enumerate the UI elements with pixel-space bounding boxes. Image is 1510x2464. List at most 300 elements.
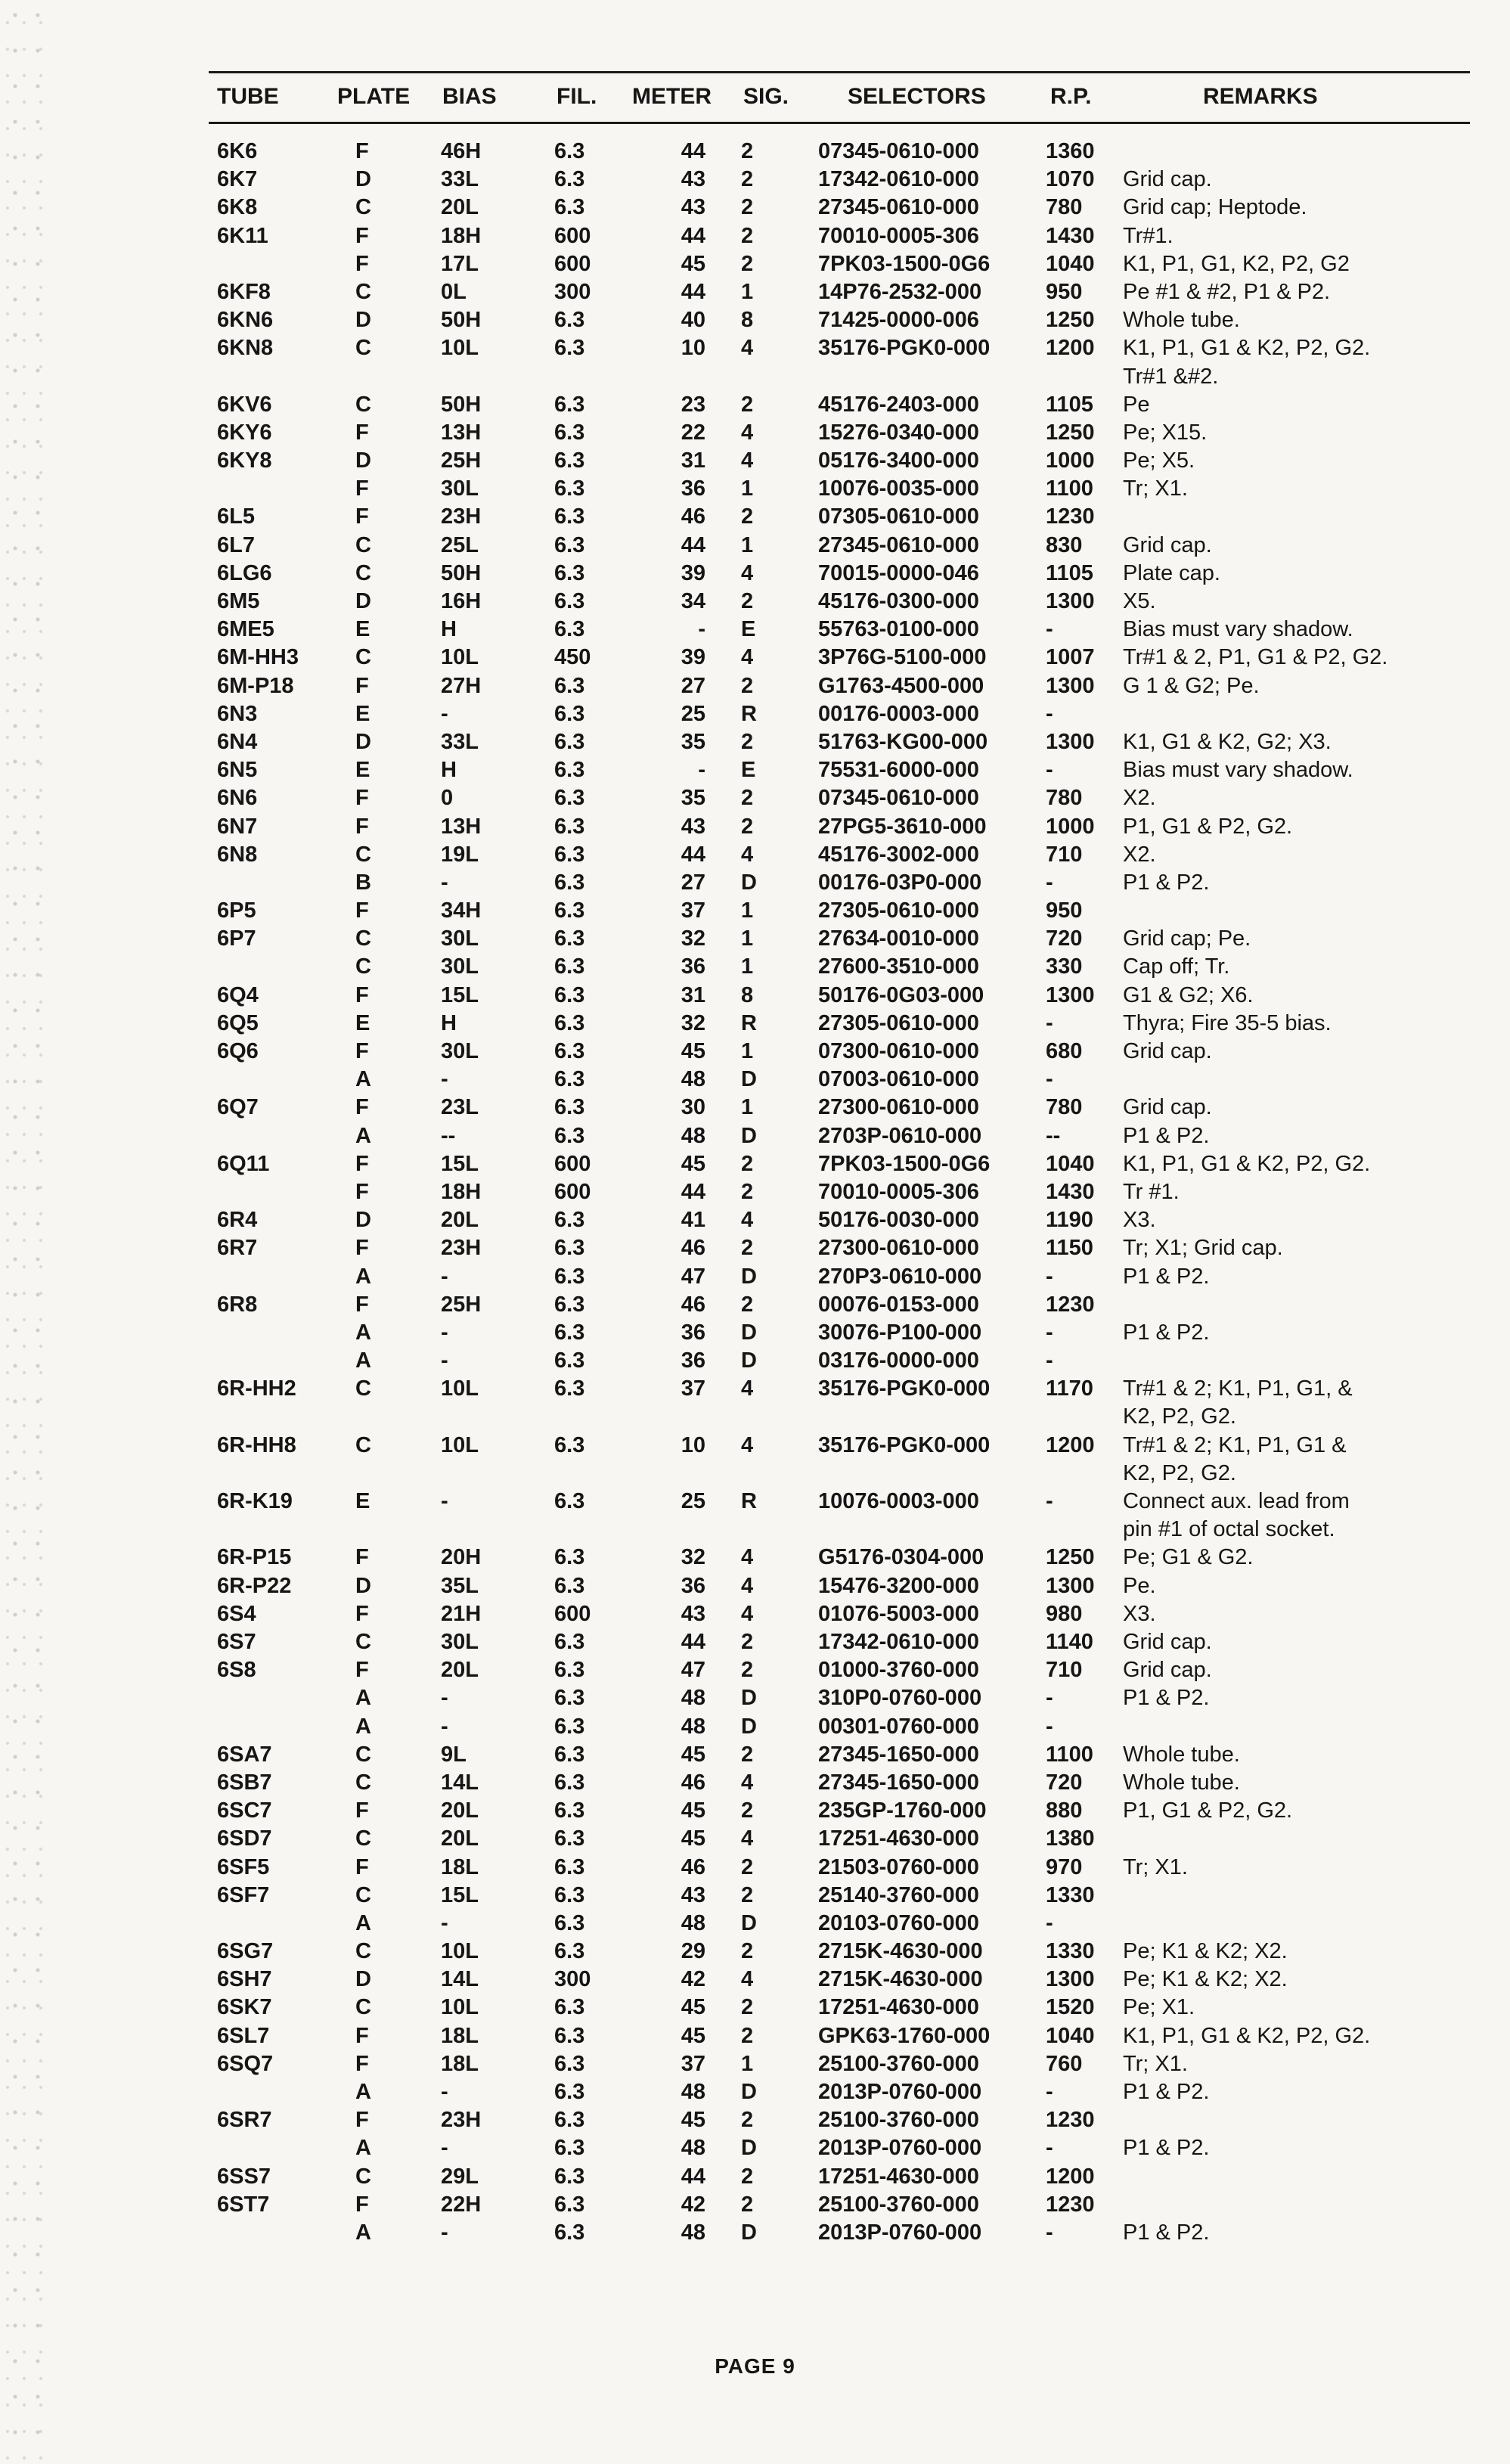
selectors-cell: 01000-3760-000	[818, 1658, 979, 1683]
rp-cell: --	[1046, 1123, 1061, 1148]
remarks-cell: X2.	[1123, 786, 1156, 811]
selectors-cell: 2013P-0760-000	[818, 2220, 982, 2245]
sig-cell: 2	[741, 2164, 754, 2189]
meter-cell: 36	[681, 476, 705, 501]
tube-cell: 6ME5	[217, 617, 274, 642]
tube-cell: 6K8	[217, 195, 258, 220]
fil-cell: 6.3	[554, 1123, 585, 1148]
meter-cell: 37	[681, 898, 705, 923]
bias-cell: 18L	[441, 2023, 479, 2048]
selectors-cell: 10076-0003-000	[818, 1489, 979, 1514]
meter-cell: 45	[681, 1995, 705, 2020]
meter-cell: 46	[681, 504, 705, 529]
meter-cell: 44	[681, 223, 705, 248]
fil-cell: 6.3	[554, 308, 585, 333]
meter-cell: 47	[681, 1264, 705, 1289]
remarks-cell: Pe; K1 & K2; X2.	[1123, 1939, 1288, 1964]
bias-cell: 23L	[441, 1095, 479, 1120]
remarks-cell: Whole tube.	[1123, 1742, 1240, 1767]
selectors-cell: 17251-4630-000	[818, 1995, 979, 2020]
rp-cell: 680	[1046, 1039, 1083, 1064]
selectors-cell: 70010-0005-306	[818, 1179, 979, 1204]
rp-cell: -	[1046, 1714, 1053, 1739]
bias-cell: -	[441, 1348, 448, 1373]
sig-cell: 2	[741, 786, 754, 811]
meter-cell: 31	[681, 448, 705, 473]
tube-cell: 6R7	[217, 1236, 258, 1261]
remarks-cell: K1, P1, G1 & K2, P2, G2.	[1123, 2023, 1371, 2048]
remarks-cell: P1 & P2.	[1123, 1320, 1210, 1345]
selectors-cell: 07003-0610-000	[818, 1067, 979, 1092]
meter-cell: 22	[681, 420, 705, 445]
tube-cell: 6Q11	[217, 1151, 270, 1176]
table-row	[0, 1319, 1510, 1347]
plate-cell: E	[355, 701, 371, 726]
bias-cell: 16H	[441, 589, 482, 614]
table-row	[0, 560, 1510, 588]
tube-cell: 6S8	[217, 1658, 256, 1683]
remarks-cell: Tr; X1.	[1123, 1854, 1188, 1879]
bias-cell: -	[441, 1714, 448, 1739]
sig-cell: 2	[741, 1179, 754, 1204]
rp-cell: 1007	[1046, 645, 1095, 670]
fil-cell: 6.3	[554, 1910, 585, 1935]
bias-cell: -	[441, 1686, 448, 1711]
sig-cell: 2	[741, 195, 754, 220]
table-row	[0, 1375, 1510, 1431]
remarks-cell: Bias must vary shadow.	[1123, 617, 1353, 642]
fil-cell: 6.3	[554, 2080, 585, 2104]
tube-cell: 6N4	[217, 729, 258, 754]
fil-cell: 6.3	[554, 617, 585, 642]
rp-cell: 1430	[1046, 223, 1095, 248]
bias-cell: -	[441, 2220, 448, 2245]
sig-cell: D	[741, 2136, 757, 2161]
bias-cell: 33L	[441, 167, 479, 192]
meter-cell: 44	[681, 1179, 705, 1204]
tube-cell: 6SK7	[217, 1995, 272, 2020]
fil-cell: 6.3	[554, 1882, 585, 1907]
plate-cell: C	[355, 336, 371, 361]
remarks-cell: Grid cap.	[1123, 1658, 1212, 1683]
remarks-cell: Bias must vary shadow.	[1123, 758, 1353, 783]
tube-cell: 6SB7	[217, 1770, 272, 1795]
sig-cell: 2	[741, 1151, 754, 1176]
tube-cell: 6R-HH8	[217, 1432, 296, 1457]
fil-cell: 6.3	[554, 1489, 585, 1514]
meter-cell: 44	[681, 139, 705, 163]
sig-cell: 1	[741, 279, 754, 304]
plate-cell: F	[355, 223, 369, 248]
fil-cell: 6.3	[554, 898, 585, 923]
remarks-cell: P1, G1 & P2, G2.	[1123, 814, 1293, 839]
remarks-cell: Grid cap.	[1123, 532, 1212, 557]
plate-cell: F	[355, 1292, 369, 1317]
bias-cell: 23H	[441, 504, 482, 529]
plate-cell: A	[355, 1123, 371, 1148]
table-row	[0, 419, 1510, 447]
meter-cell: 48	[681, 2220, 705, 2245]
table-row	[0, 1347, 1510, 1375]
selectors-cell: 00076-0153-000	[818, 1292, 979, 1317]
plate-cell: C	[355, 1939, 371, 1964]
remarks-cell: X5.	[1123, 589, 1156, 614]
bias-cell: 20L	[441, 1798, 479, 1823]
sig-cell: D	[741, 1123, 757, 1148]
meter-cell: 10	[681, 336, 705, 361]
remarks-cell: P1 & P2.	[1123, 1264, 1210, 1289]
table-row	[0, 1910, 1510, 1938]
remarks-cell: Pe; X5.	[1123, 448, 1195, 473]
sig-cell: 2	[741, 2192, 754, 2217]
sig-cell: D	[741, 1714, 757, 1739]
fil-cell: 6.3	[554, 1320, 585, 1345]
fil-cell: 6.3	[554, 1770, 585, 1795]
table-row	[0, 391, 1510, 419]
tube-cell: 6KF8	[217, 279, 271, 304]
sig-cell: 2	[741, 1236, 754, 1261]
remarks-cell: Pe.	[1123, 1573, 1156, 1598]
bias-cell: -	[441, 870, 448, 895]
sig-cell: 4	[741, 336, 754, 361]
remarks-cell: Tr; X1; Grid cap.	[1123, 1236, 1283, 1261]
rp-cell: 710	[1046, 842, 1083, 867]
rp-cell: -	[1046, 758, 1053, 783]
selectors-cell: 25100-3760-000	[818, 2051, 979, 2076]
bias-cell: 34H	[441, 898, 482, 923]
fil-cell: 6.3	[554, 2136, 585, 2161]
rp-cell: 1230	[1046, 2192, 1095, 2217]
selectors-cell: 45176-3002-000	[818, 842, 979, 867]
selectors-cell: 03176-0000-000	[818, 1348, 979, 1373]
rp-cell: 1330	[1046, 1939, 1095, 1964]
table-row	[0, 1263, 1510, 1291]
table-row	[0, 250, 1510, 278]
table-row	[0, 475, 1510, 503]
sig-cell: 1	[741, 954, 754, 979]
bias-cell: 30L	[441, 1630, 479, 1654]
tube-cell: 6S4	[217, 1601, 256, 1626]
bias-cell: 0L	[441, 279, 467, 304]
sig-cell: 2	[741, 251, 754, 276]
sig-cell: 1	[741, 926, 754, 951]
table-row	[0, 1544, 1510, 1572]
meter-cell: -	[698, 617, 705, 642]
fil-cell: 6.3	[554, 1939, 585, 1964]
selectors-cell: 50176-0030-000	[818, 1208, 979, 1233]
plate-cell: F	[355, 2023, 369, 2048]
sig-cell: 1	[741, 532, 754, 557]
fil-cell: 6.3	[554, 195, 585, 220]
rp-cell: 880	[1046, 1798, 1083, 1823]
remarks-cell: G 1 & G2; Pe.	[1123, 673, 1260, 698]
tube-cell: 6K11	[217, 223, 268, 248]
table-row	[0, 447, 1510, 475]
bias-cell: -	[441, 1067, 448, 1092]
sig-cell: D	[741, 1686, 757, 1711]
tube-cell: 6KN6	[217, 308, 274, 333]
rp-cell: 1040	[1046, 2023, 1095, 2048]
bias-cell: 10L	[441, 336, 479, 361]
fil-cell: 6.3	[554, 1348, 585, 1373]
selectors-cell: 2703P-0610-000	[818, 1123, 982, 1148]
selectors-cell: 00176-03P0-000	[818, 870, 982, 895]
bias-cell: 30L	[441, 926, 479, 951]
rp-cell: 1040	[1046, 1151, 1095, 1176]
bias-cell: 15L	[441, 1151, 479, 1176]
fil-cell: 6.3	[554, 1376, 585, 1401]
fil-cell: 6.3	[554, 1095, 585, 1120]
bias-cell: -	[441, 1264, 448, 1289]
fil-cell: 600	[554, 251, 591, 276]
meter-cell: 39	[681, 560, 705, 585]
tube-cell: 6Q5	[217, 1010, 259, 1035]
meter-cell: 43	[681, 195, 705, 220]
sig-cell: D	[741, 1264, 757, 1289]
table-row	[0, 813, 1510, 841]
table-row	[0, 138, 1510, 166]
table-row	[0, 2078, 1510, 2106]
sig-cell: 2	[741, 504, 754, 529]
bias-cell: 30L	[441, 476, 479, 501]
remarks-cell: Pe; K1 & K2; X2.	[1123, 1967, 1288, 1992]
sig-cell: 2	[741, 1798, 754, 1823]
plate-cell: F	[355, 1095, 369, 1120]
tube-cell: 6N8	[217, 842, 258, 867]
page-number: PAGE 9	[715, 2354, 795, 2378]
table-row	[0, 1825, 1510, 1853]
sig-cell: 1	[741, 1039, 754, 1064]
rp-cell: 1430	[1046, 1179, 1095, 1204]
fil-cell: 6.3	[554, 504, 585, 529]
rp-cell: -	[1046, 1489, 1053, 1514]
bias-cell: 10L	[441, 1939, 479, 1964]
plate-cell: C	[355, 1630, 371, 1654]
rp-cell: 1000	[1046, 448, 1095, 473]
remarks-cell: Grid cap.	[1123, 167, 1212, 192]
fil-cell: 600	[554, 1601, 591, 1626]
fil-cell: 6.3	[554, 1264, 585, 1289]
meter-cell: 46	[681, 1236, 705, 1261]
remarks-cell: G1 & G2; X6.	[1123, 982, 1254, 1007]
meter-cell: 47	[681, 1658, 705, 1683]
tube-cell: 6KN8	[217, 336, 274, 361]
plate-cell: F	[355, 420, 369, 445]
fil-cell: 6.3	[554, 1686, 585, 1711]
selectors-cell: 17342-0610-000	[818, 1630, 979, 1654]
sig-cell: 2	[741, 1742, 754, 1767]
fil-cell: 600	[554, 223, 591, 248]
meter-cell: 48	[681, 1910, 705, 1935]
rp-cell: 1040	[1046, 251, 1095, 276]
bias-cell: 10L	[441, 1995, 479, 2020]
plate-cell: F	[355, 1039, 369, 1064]
fil-cell: 6.3	[554, 842, 585, 867]
bias-cell: 25H	[441, 1292, 482, 1317]
tube-cell: 6M-P18	[217, 673, 294, 698]
plate-cell: A	[355, 1320, 371, 1345]
sig-cell: 2	[741, 1630, 754, 1654]
plate-cell: F	[355, 814, 369, 839]
bias-cell: 33L	[441, 729, 479, 754]
selectors-cell: 235GP-1760-000	[818, 1798, 987, 1823]
bias-cell: 23H	[441, 2108, 482, 2133]
rp-cell: -	[1046, 1264, 1053, 1289]
meter-cell: 48	[681, 1123, 705, 1148]
table-row	[0, 616, 1510, 644]
sig-cell: 4	[741, 1967, 754, 1992]
meter-cell: 25	[681, 1489, 705, 1514]
sig-cell: 4	[741, 1826, 754, 1851]
remarks-cell: Pe; X1.	[1123, 1995, 1195, 2020]
fil-cell: 6.3	[554, 1208, 585, 1233]
tube-cell: 6KV6	[217, 392, 272, 417]
remarks-cell: Tr; X1.	[1123, 476, 1188, 501]
tube-table	[0, 138, 1510, 2247]
meter-cell: 45	[681, 1826, 705, 1851]
table-row	[0, 1966, 1510, 1994]
table-row	[0, 1938, 1510, 1966]
remarks-cell: Grid cap.	[1123, 1095, 1212, 1120]
rp-cell: 1100	[1046, 1742, 1093, 1767]
plate-cell: C	[355, 842, 371, 867]
tube-cell: 6SR7	[217, 2108, 272, 2133]
table-row	[0, 2106, 1510, 2134]
meter-cell: 32	[681, 1545, 705, 1570]
tube-cell: 6R-HH2	[217, 1376, 296, 1401]
rp-cell: 1070	[1046, 167, 1095, 192]
selectors-cell: 3P76G-5100-000	[818, 645, 987, 670]
header-sig: SIG.	[743, 84, 789, 109]
plate-cell: F	[355, 1179, 369, 1204]
meter-cell: 45	[681, 2023, 705, 2048]
header-remarks: REMARKS	[1203, 84, 1318, 109]
selectors-cell: 27300-0610-000	[818, 1236, 979, 1261]
fil-cell: 6.3	[554, 1432, 585, 1457]
selectors-cell: 7PK03-1500-0G6	[818, 1151, 991, 1176]
tube-cell: 6LG6	[217, 560, 272, 585]
meter-cell: 48	[681, 1686, 705, 1711]
plate-cell: B	[355, 870, 371, 895]
fil-cell: 300	[554, 279, 591, 304]
meter-cell: 45	[681, 2108, 705, 2133]
sig-cell: 8	[741, 982, 754, 1007]
sig-cell: D	[741, 2080, 757, 2104]
sig-cell: R	[741, 701, 757, 726]
remarks-cell: Grid cap.	[1123, 1630, 1212, 1654]
remarks-cell: Tr#1 & 2, P1, G1 & P2, G2.	[1123, 645, 1388, 670]
fil-cell: 6.3	[554, 2192, 585, 2217]
selectors-cell: 25100-3760-000	[818, 2108, 979, 2133]
fil-cell: 6.3	[554, 420, 585, 445]
selectors-cell: 27345-0610-000	[818, 195, 979, 220]
remarks-cell: P1 & P2.	[1123, 1686, 1210, 1711]
meter-cell: 43	[681, 167, 705, 192]
meter-cell: 27	[681, 673, 705, 698]
plate-cell: C	[355, 1742, 371, 1767]
table-row	[0, 672, 1510, 700]
remarks-cell: K1, P1, G1, K2, P2, G2	[1123, 251, 1350, 276]
table-row	[0, 588, 1510, 616]
plate-cell: C	[355, 645, 371, 670]
bias-cell: -	[441, 2080, 448, 2104]
fil-cell: 6.3	[554, 926, 585, 951]
remarks-cell: P1 & P2.	[1123, 2220, 1210, 2245]
rp-cell: 980	[1046, 1601, 1083, 1626]
bias-cell: -	[441, 1320, 448, 1345]
meter-cell: 31	[681, 982, 705, 1007]
meter-cell: 48	[681, 1067, 705, 1092]
selectors-cell: 05176-3400-000	[818, 448, 979, 473]
bias-cell: 10L	[441, 1376, 479, 1401]
fil-cell: 6.3	[554, 2051, 585, 2076]
sig-cell: 4	[741, 1601, 754, 1626]
tube-cell: 6R8	[217, 1292, 258, 1317]
tube-cell: 6N3	[217, 701, 258, 726]
sig-cell: D	[741, 870, 757, 895]
bias-cell: 13H	[441, 420, 482, 445]
fil-cell: 6.3	[554, 2108, 585, 2133]
bias-cell: 22H	[441, 2192, 482, 2217]
sig-cell: 1	[741, 2051, 754, 2076]
meter-cell: 36	[681, 1573, 705, 1598]
rp-cell: 710	[1046, 1658, 1083, 1683]
rp-cell: 720	[1046, 926, 1083, 951]
meter-cell: 43	[681, 814, 705, 839]
sig-cell: 2	[741, 1939, 754, 1964]
table-row	[0, 2134, 1510, 2162]
table-row	[0, 644, 1510, 672]
sig-cell: 4	[741, 1432, 754, 1457]
bias-cell: 18H	[441, 223, 482, 248]
tube-cell: 6SH7	[217, 1967, 272, 1992]
remarks-cell: K1, P1, G1 & K2, P2, G2.	[1123, 1151, 1371, 1176]
fil-cell: 6.3	[554, 729, 585, 754]
table-row	[0, 953, 1510, 981]
meter-cell: 27	[681, 870, 705, 895]
selectors-cell: 00301-0760-000	[818, 1714, 979, 1739]
fil-cell: 6.3	[554, 448, 585, 473]
meter-cell: 46	[681, 1770, 705, 1795]
plate-cell: A	[355, 2080, 371, 2104]
table-row	[0, 1713, 1510, 1741]
remarks-cell: Tr#1.	[1123, 223, 1174, 248]
remarks-cell: Thyra; Fire 35-5 bias.	[1123, 1010, 1332, 1035]
rp-cell: 1105	[1046, 560, 1093, 585]
tube-cell: 6SL7	[217, 2023, 270, 2048]
fil-cell: 6.3	[554, 1854, 585, 1879]
meter-cell: 45	[681, 1039, 705, 1064]
selectors-cell: 45176-0300-000	[818, 589, 979, 614]
selectors-cell: 27PG5-3610-000	[818, 814, 987, 839]
rp-cell: 1300	[1046, 729, 1095, 754]
header-top-rule	[209, 71, 1470, 73]
sig-cell: 1	[741, 1095, 754, 1120]
bias-cell: 50H	[441, 308, 482, 333]
selectors-cell: 7PK03-1500-0G6	[818, 251, 991, 276]
bias-cell: 50H	[441, 560, 482, 585]
meter-cell: 37	[681, 1376, 705, 1401]
rp-cell: 760	[1046, 2051, 1083, 2076]
tube-cell: 6P5	[217, 898, 256, 923]
selectors-cell: 21503-0760-000	[818, 1854, 979, 1879]
meter-cell: 43	[681, 1882, 705, 1907]
plate-cell: D	[355, 1967, 371, 1992]
sig-cell: 2	[741, 223, 754, 248]
sig-cell: 4	[741, 448, 754, 473]
sig-cell: 4	[741, 645, 754, 670]
table-row	[0, 1038, 1510, 1066]
